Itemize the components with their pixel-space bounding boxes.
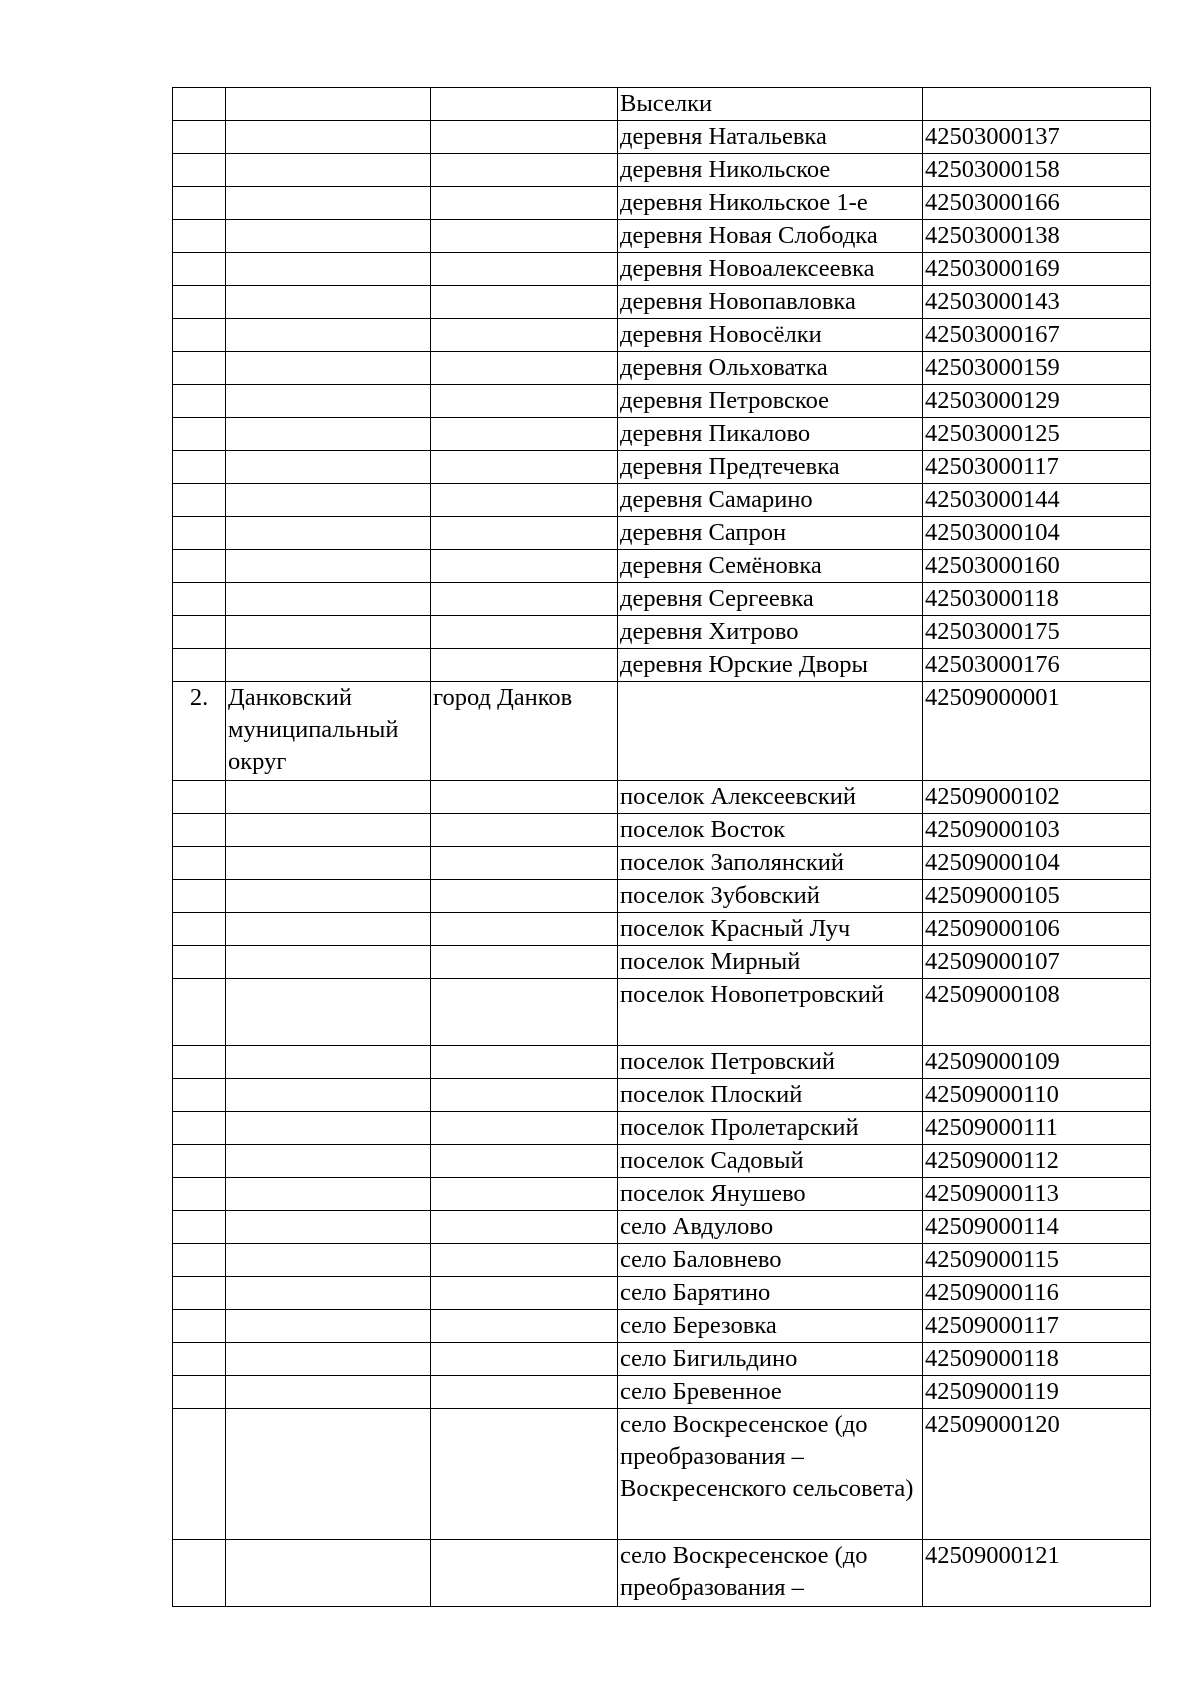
row-number-cell bbox=[173, 847, 226, 880]
center-cell bbox=[431, 319, 618, 352]
district-cell bbox=[226, 550, 431, 583]
oktmo-code-cell: 42509000115 bbox=[923, 1244, 1151, 1277]
center-cell bbox=[431, 1376, 618, 1409]
settlement-cell: деревня Юрские Дворы bbox=[618, 649, 923, 682]
table-row bbox=[173, 319, 1151, 352]
center-cell bbox=[431, 814, 618, 847]
row-number-cell bbox=[173, 187, 226, 220]
settlement-cell: деревня Сапрон bbox=[618, 517, 923, 550]
row-number-cell bbox=[173, 1376, 226, 1409]
district-cell bbox=[226, 154, 431, 187]
row-number-cell bbox=[173, 451, 226, 484]
center-cell bbox=[431, 1343, 618, 1376]
row-number-cell bbox=[173, 1277, 226, 1310]
district-cell bbox=[226, 286, 431, 319]
oktmo-code-cell: 42509000120 bbox=[923, 1409, 1151, 1540]
oktmo-code-cell: 42509000110 bbox=[923, 1079, 1151, 1112]
center-cell bbox=[431, 1310, 618, 1343]
table-row bbox=[173, 1343, 1151, 1376]
settlement-cell: деревня Никольское bbox=[618, 154, 923, 187]
district-cell bbox=[226, 781, 431, 814]
oktmo-code-cell: 42509000107 bbox=[923, 946, 1151, 979]
oktmo-code-cell: 42503000144 bbox=[923, 484, 1151, 517]
table-row bbox=[173, 1046, 1151, 1079]
table-row bbox=[173, 1376, 1151, 1409]
oktmo-code-cell: 42503000125 bbox=[923, 418, 1151, 451]
settlement-cell: село Авдулово bbox=[618, 1211, 923, 1244]
row-number-cell bbox=[173, 1145, 226, 1178]
settlement-cell: село Воскресенское (до преобразования – bbox=[618, 1540, 923, 1607]
center-cell bbox=[431, 847, 618, 880]
table-row bbox=[173, 1409, 1151, 1540]
oktmo-code-cell: 42509000118 bbox=[923, 1343, 1151, 1376]
center-cell bbox=[431, 1540, 618, 1607]
settlement-cell: деревня Никольское 1-е bbox=[618, 187, 923, 220]
settlement-cell: село Березовка bbox=[618, 1310, 923, 1343]
row-number-cell bbox=[173, 1310, 226, 1343]
district-cell bbox=[226, 1244, 431, 1277]
center-cell bbox=[431, 1046, 618, 1079]
row-number-cell bbox=[173, 385, 226, 418]
table-row bbox=[173, 1178, 1151, 1211]
oktmo-code-cell: 42503000158 bbox=[923, 154, 1151, 187]
table-row bbox=[173, 187, 1151, 220]
center-cell bbox=[431, 352, 618, 385]
settlement-cell: деревня Новопавловка bbox=[618, 286, 923, 319]
district-cell bbox=[226, 814, 431, 847]
center-cell bbox=[431, 286, 618, 319]
row-number-cell bbox=[173, 946, 226, 979]
row-number-cell bbox=[173, 319, 226, 352]
table-row bbox=[173, 583, 1151, 616]
center-cell bbox=[431, 550, 618, 583]
district-cell bbox=[226, 1409, 431, 1540]
table-row bbox=[173, 814, 1151, 847]
table-row bbox=[173, 121, 1151, 154]
district-cell bbox=[226, 1046, 431, 1079]
oktmo-code-cell: 42509000114 bbox=[923, 1211, 1151, 1244]
settlement-cell: деревня Пикалово bbox=[618, 418, 923, 451]
district-cell bbox=[226, 583, 431, 616]
settlement-cell: Выселки bbox=[618, 88, 923, 121]
row-number-cell bbox=[173, 616, 226, 649]
oktmo-code-cell: 42503000159 bbox=[923, 352, 1151, 385]
center-cell bbox=[431, 979, 618, 1046]
row-number-cell bbox=[173, 1211, 226, 1244]
row-number-cell bbox=[173, 913, 226, 946]
center-cell bbox=[431, 1145, 618, 1178]
settlements-table bbox=[172, 87, 1151, 1607]
row-number-cell bbox=[173, 1343, 226, 1376]
settlement-cell: деревня Самарино bbox=[618, 484, 923, 517]
settlement-cell: поселок Мирный bbox=[618, 946, 923, 979]
table-row bbox=[173, 649, 1151, 682]
table-row bbox=[173, 286, 1151, 319]
oktmo-code-cell: 42509000105 bbox=[923, 880, 1151, 913]
settlement-cell: поселок Алексеевский bbox=[618, 781, 923, 814]
settlement-cell: деревня Петровское bbox=[618, 385, 923, 418]
district-cell bbox=[226, 1079, 431, 1112]
row-number-cell bbox=[173, 649, 226, 682]
center-cell bbox=[431, 154, 618, 187]
center-cell bbox=[431, 1178, 618, 1211]
table-row bbox=[173, 847, 1151, 880]
center-cell bbox=[431, 781, 618, 814]
oktmo-code-cell: 42509000104 bbox=[923, 847, 1151, 880]
table-row bbox=[173, 517, 1151, 550]
oktmo-code-cell: 42503000160 bbox=[923, 550, 1151, 583]
row-number-cell bbox=[173, 1112, 226, 1145]
district-cell bbox=[226, 1277, 431, 1310]
settlement-cell: поселок Восток bbox=[618, 814, 923, 847]
settlement-cell: поселок Новопетровский bbox=[618, 979, 923, 1046]
settlement-cell: деревня Ольховатка bbox=[618, 352, 923, 385]
oktmo-code-cell: 42503000143 bbox=[923, 286, 1151, 319]
settlement-cell: село Барятино bbox=[618, 1277, 923, 1310]
settlement-cell: село Баловнево bbox=[618, 1244, 923, 1277]
settlement-cell: поселок Зубовский bbox=[618, 880, 923, 913]
table-body bbox=[173, 88, 1151, 1607]
row-number-cell bbox=[173, 154, 226, 187]
row-number-cell bbox=[173, 121, 226, 154]
row-number-cell bbox=[173, 253, 226, 286]
settlement-cell: поселок Янушево bbox=[618, 1178, 923, 1211]
oktmo-code-cell: 42509000103 bbox=[923, 814, 1151, 847]
row-number-cell bbox=[173, 418, 226, 451]
table-row bbox=[173, 979, 1151, 1046]
table-row-district-header bbox=[173, 682, 1151, 781]
row-number-cell bbox=[173, 1409, 226, 1540]
district-cell bbox=[226, 187, 431, 220]
table-row bbox=[173, 154, 1151, 187]
oktmo-code-cell: 42509000113 bbox=[923, 1178, 1151, 1211]
row-number-cell bbox=[173, 286, 226, 319]
row-number-cell bbox=[173, 583, 226, 616]
center-cell bbox=[431, 385, 618, 418]
table-row bbox=[173, 352, 1151, 385]
oktmo-code-cell: 42503000176 bbox=[923, 649, 1151, 682]
oktmo-code-cell: 42503000166 bbox=[923, 187, 1151, 220]
district-cell bbox=[226, 220, 431, 253]
settlement-cell: деревня Новосёлки bbox=[618, 319, 923, 352]
oktmo-code-cell: 42509000109 bbox=[923, 1046, 1151, 1079]
settlement-cell: деревня Натальевка bbox=[618, 121, 923, 154]
district-cell bbox=[226, 946, 431, 979]
settlement-cell: деревня Предтечевка bbox=[618, 451, 923, 484]
oktmo-code-cell: 42509000111 bbox=[923, 1112, 1151, 1145]
oktmo-code-cell: 42509000116 bbox=[923, 1277, 1151, 1310]
district-cell bbox=[226, 1178, 431, 1211]
table-row bbox=[173, 616, 1151, 649]
table-row bbox=[173, 1211, 1151, 1244]
settlement-cell: поселок Пролетарский bbox=[618, 1112, 923, 1145]
table-row bbox=[173, 88, 1151, 121]
center-cell bbox=[431, 1244, 618, 1277]
district-cell bbox=[226, 88, 431, 121]
settlement-cell: село Бревенное bbox=[618, 1376, 923, 1409]
center-cell bbox=[431, 1409, 618, 1540]
oktmo-code-cell: 42509000117 bbox=[923, 1310, 1151, 1343]
table-row bbox=[173, 1145, 1151, 1178]
district-cell bbox=[226, 253, 431, 286]
district-cell bbox=[226, 1343, 431, 1376]
row-number-cell bbox=[173, 880, 226, 913]
table-row bbox=[173, 880, 1151, 913]
oktmo-code-cell: 42509000112 bbox=[923, 1145, 1151, 1178]
settlement-cell: поселок Петровский bbox=[618, 1046, 923, 1079]
row-number-cell bbox=[173, 979, 226, 1046]
district-cell bbox=[226, 1310, 431, 1343]
table-row bbox=[173, 220, 1151, 253]
oktmo-code-cell: 42503000175 bbox=[923, 616, 1151, 649]
table-row bbox=[173, 1277, 1151, 1310]
center-cell bbox=[431, 583, 618, 616]
table-row bbox=[173, 1112, 1151, 1145]
row-number-cell bbox=[173, 1079, 226, 1112]
district-cell bbox=[226, 484, 431, 517]
settlement-cell: деревня Новоалексеевка bbox=[618, 253, 923, 286]
table-row bbox=[173, 385, 1151, 418]
table-row bbox=[173, 484, 1151, 517]
center-cell bbox=[431, 220, 618, 253]
district-cell bbox=[226, 847, 431, 880]
district-cell bbox=[226, 121, 431, 154]
row-number-cell bbox=[173, 1178, 226, 1211]
center-cell bbox=[431, 484, 618, 517]
table-row bbox=[173, 913, 1151, 946]
table-row bbox=[173, 418, 1151, 451]
district-cell bbox=[226, 517, 431, 550]
settlement-cell: поселок Плоский bbox=[618, 1079, 923, 1112]
row-number-cell bbox=[173, 814, 226, 847]
row-number-cell bbox=[173, 220, 226, 253]
district-cell bbox=[226, 1145, 431, 1178]
row-number-cell bbox=[173, 1244, 226, 1277]
center-cell bbox=[431, 616, 618, 649]
center-cell bbox=[431, 1277, 618, 1310]
oktmo-code-cell: 42503000137 bbox=[923, 121, 1151, 154]
row-number-cell bbox=[173, 517, 226, 550]
oktmo-code-cell bbox=[923, 88, 1151, 121]
center-cell bbox=[431, 88, 618, 121]
settlement-cell: село Бигильдино bbox=[618, 1343, 923, 1376]
district-cell bbox=[226, 1112, 431, 1145]
district-cell bbox=[226, 1376, 431, 1409]
district-cell bbox=[226, 1540, 431, 1607]
center-cell bbox=[431, 253, 618, 286]
table-row bbox=[173, 253, 1151, 286]
center-cell bbox=[431, 418, 618, 451]
row-number-cell bbox=[173, 1046, 226, 1079]
row-number-cell bbox=[173, 88, 226, 121]
settlement-cell bbox=[618, 682, 923, 781]
oktmo-code-cell: 42509000121 bbox=[923, 1540, 1151, 1607]
center-cell bbox=[431, 946, 618, 979]
district-cell bbox=[226, 880, 431, 913]
center-cell bbox=[431, 451, 618, 484]
table-row bbox=[173, 946, 1151, 979]
row-number-cell bbox=[173, 550, 226, 583]
center-cell bbox=[431, 1079, 618, 1112]
row-number-cell bbox=[173, 781, 226, 814]
oktmo-code-cell: 42509000108 bbox=[923, 979, 1151, 1046]
district-cell bbox=[226, 616, 431, 649]
settlement-cell: деревня Новая Слободка bbox=[618, 220, 923, 253]
oktmo-code-cell: 42503000104 bbox=[923, 517, 1151, 550]
oktmo-code-cell: 42503000167 bbox=[923, 319, 1151, 352]
oktmo-code-cell: 42509000001 bbox=[923, 682, 1151, 781]
row-number-cell: 2. bbox=[173, 682, 226, 781]
district-cell bbox=[226, 1211, 431, 1244]
oktmo-code-cell: 42509000119 bbox=[923, 1376, 1151, 1409]
oktmo-code-cell: 42503000129 bbox=[923, 385, 1151, 418]
center-cell bbox=[431, 649, 618, 682]
district-cell: Данковский муниципальный округ bbox=[226, 682, 431, 781]
center-cell bbox=[431, 1112, 618, 1145]
oktmo-code-cell: 42509000106 bbox=[923, 913, 1151, 946]
settlement-cell: поселок Заполянский bbox=[618, 847, 923, 880]
row-number-cell bbox=[173, 484, 226, 517]
table-row bbox=[173, 451, 1151, 484]
center-cell bbox=[431, 517, 618, 550]
oktmo-code-cell: 42509000102 bbox=[923, 781, 1151, 814]
oktmo-code-cell: 42503000138 bbox=[923, 220, 1151, 253]
row-number-cell bbox=[173, 1540, 226, 1607]
settlement-cell: деревня Семёновка bbox=[618, 550, 923, 583]
settlement-cell: село Воскресенское (до преобразования – Воскресенского сельсовета) bbox=[618, 1409, 923, 1540]
district-cell bbox=[226, 418, 431, 451]
center-cell bbox=[431, 121, 618, 154]
center-cell bbox=[431, 913, 618, 946]
table-row bbox=[173, 781, 1151, 814]
oktmo-code-cell: 42503000118 bbox=[923, 583, 1151, 616]
district-cell bbox=[226, 319, 431, 352]
district-cell bbox=[226, 385, 431, 418]
table-row bbox=[173, 550, 1151, 583]
settlement-cell: деревня Хитрово bbox=[618, 616, 923, 649]
table-row bbox=[173, 1540, 1151, 1607]
center-cell bbox=[431, 880, 618, 913]
settlement-cell: поселок Садовый bbox=[618, 1145, 923, 1178]
settlement-cell: поселок Красный Луч bbox=[618, 913, 923, 946]
district-cell bbox=[226, 451, 431, 484]
table-row bbox=[173, 1079, 1151, 1112]
district-cell bbox=[226, 913, 431, 946]
center-cell bbox=[431, 1211, 618, 1244]
settlement-cell: деревня Сергеевка bbox=[618, 583, 923, 616]
table-row bbox=[173, 1310, 1151, 1343]
oktmo-code-cell: 42503000169 bbox=[923, 253, 1151, 286]
district-cell bbox=[226, 979, 431, 1046]
oktmo-code-cell: 42503000117 bbox=[923, 451, 1151, 484]
district-cell bbox=[226, 649, 431, 682]
district-cell bbox=[226, 352, 431, 385]
center-cell: город Данков bbox=[431, 682, 618, 781]
table-row bbox=[173, 1244, 1151, 1277]
row-number-cell bbox=[173, 352, 226, 385]
center-cell bbox=[431, 187, 618, 220]
